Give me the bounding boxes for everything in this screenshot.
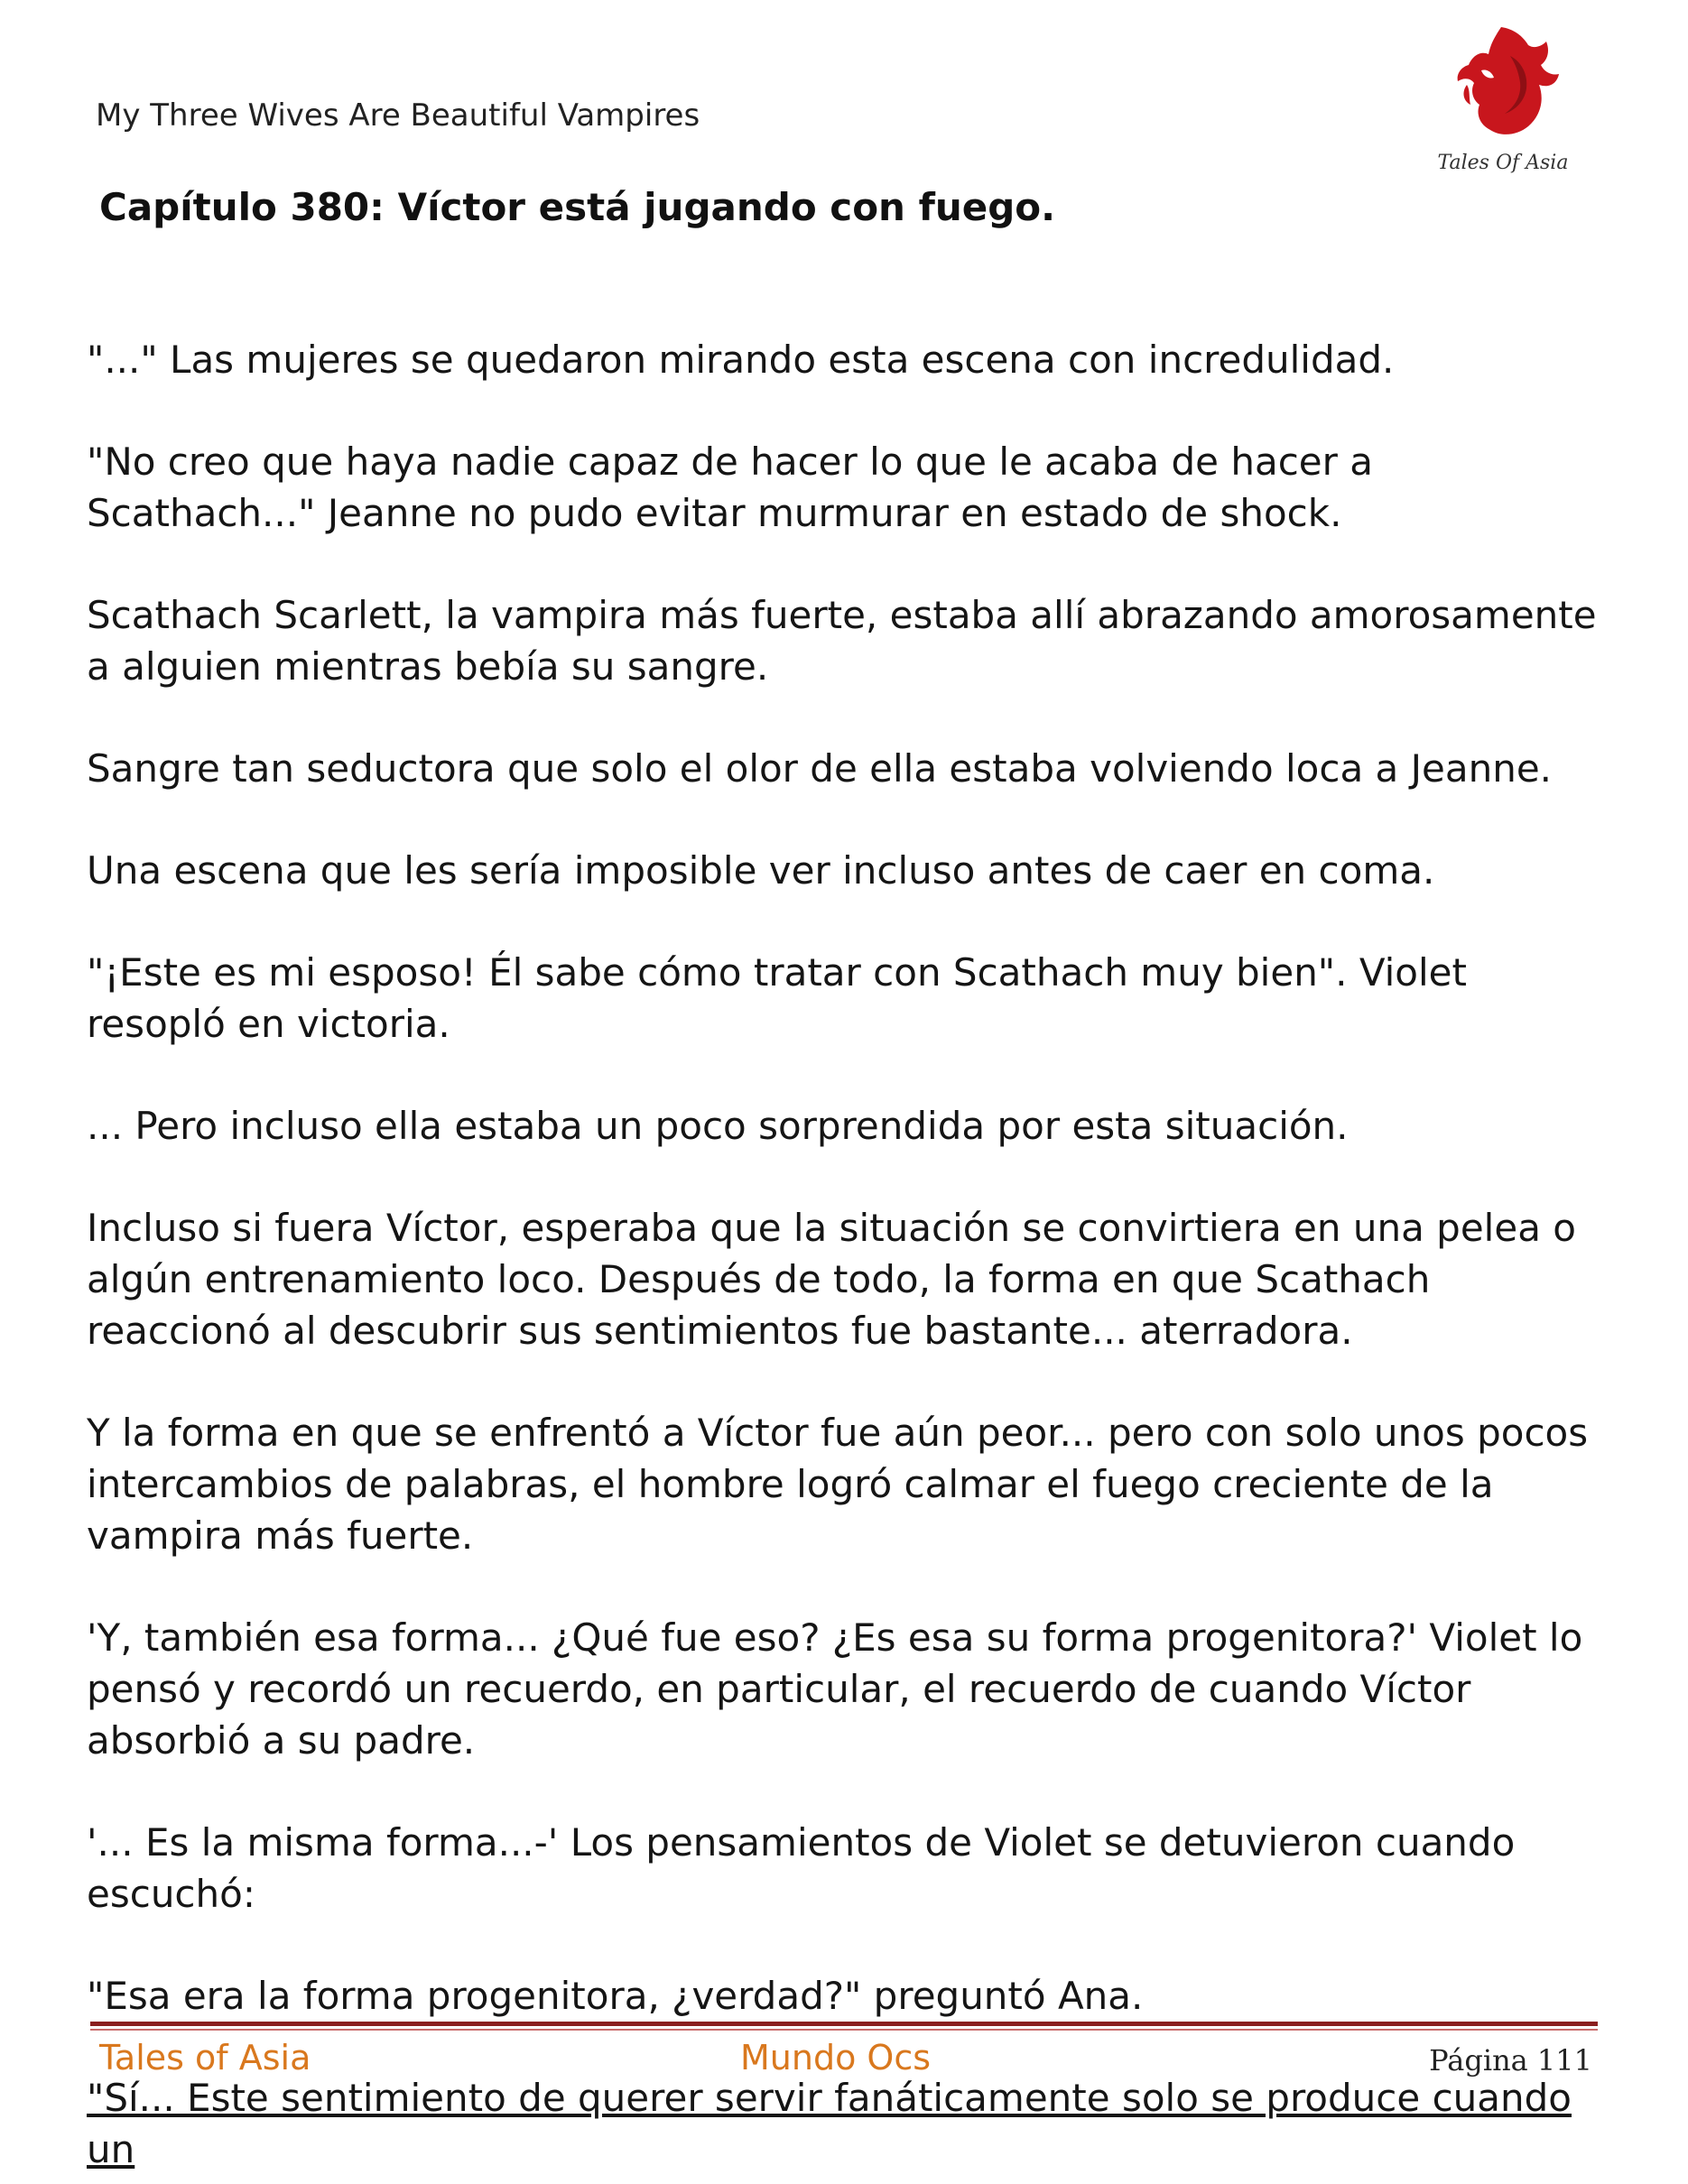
paragraph: '... Es la misma forma...-' Los pensamientos de Violet se detuvieron cuando escuchó: xyxy=(87,1820,1516,1916)
footer-left-text: Tales of Asia xyxy=(99,2038,311,2078)
footer-rule xyxy=(90,2022,1598,2026)
paragraph: Scathach Scarlett, la vampira más fuerte, estaba allí abrazando amorosamente a alguien mientras bebía su sangre. xyxy=(87,593,1597,689)
logo xyxy=(1431,20,1571,182)
paragraph: ... Pero incluso ella estaba un poco sorprendida por esta situación. xyxy=(87,1104,1349,1148)
series-title: My Three Wives Are Beautiful Vampires xyxy=(96,97,700,134)
paragraph: "Sí... Este sentimiento de querer servir fanáticamente solo se produce cuando un xyxy=(87,2076,1572,2171)
chapter-title: Capítulo 380: Víctor está jugando con fuego. xyxy=(99,185,1056,229)
red-dragon-icon xyxy=(1431,20,1571,155)
paragraph: "Esa era la forma progenitora, ¿verdad?" preguntó Ana. xyxy=(87,1974,1144,2018)
paragraph: Incluso si fuera Víctor, esperaba que la situación se convirtiera en una pelea o algún entrenamiento loco. Después de todo, la forma en que Scathach reaccionó al descubrir sus sentimientos fue bastante... aterradora. xyxy=(87,1206,1576,1353)
paragraph: Y la forma en que se enfrentó a Víctor fue aún peor... pero con solo unos pocos intercambios de palabras, el hombre logró calmar el fuego creciente de la vampira más fuerte. xyxy=(87,1411,1589,1558)
footer-rule-thin xyxy=(90,2029,1598,2031)
paragraph: "¡Este es mi esposo! Él sabe cómo tratar con Scathach muy bien". Violet resopló en victoria. xyxy=(87,950,1467,1046)
paragraph: Una escena que les sería imposible ver incluso antes de caer en coma. xyxy=(87,848,1435,893)
paragraph: 'Y, también esa forma... ¿Qué fue eso? ¿Es esa su forma progenitora?' Violet lo pensó y recordó un recuerdo, en particular, el recuerdo de cuando Víctor absorbió a su padre. xyxy=(87,1615,1583,1763)
body-text xyxy=(87,334,1612,2175)
logo-text: Tales Of Asia xyxy=(1437,152,1569,174)
paragraph: "..." Las mujeres se quedaron mirando esta escena con incredulidad. xyxy=(87,338,1395,382)
paragraph: "No creo que haya nadie capaz de hacer lo que le acaba de hacer a Scathach..." Jeanne no pudo evitar murmurar en estado de shock. xyxy=(87,440,1373,535)
paragraph: Sangre tan seductora que solo el olor de ella estaba volviendo loca a Jeanne. xyxy=(87,746,1553,791)
footer-center-text: Mundo Ocs xyxy=(740,2038,932,2078)
page-number: Página 111 xyxy=(1429,2043,1592,2078)
